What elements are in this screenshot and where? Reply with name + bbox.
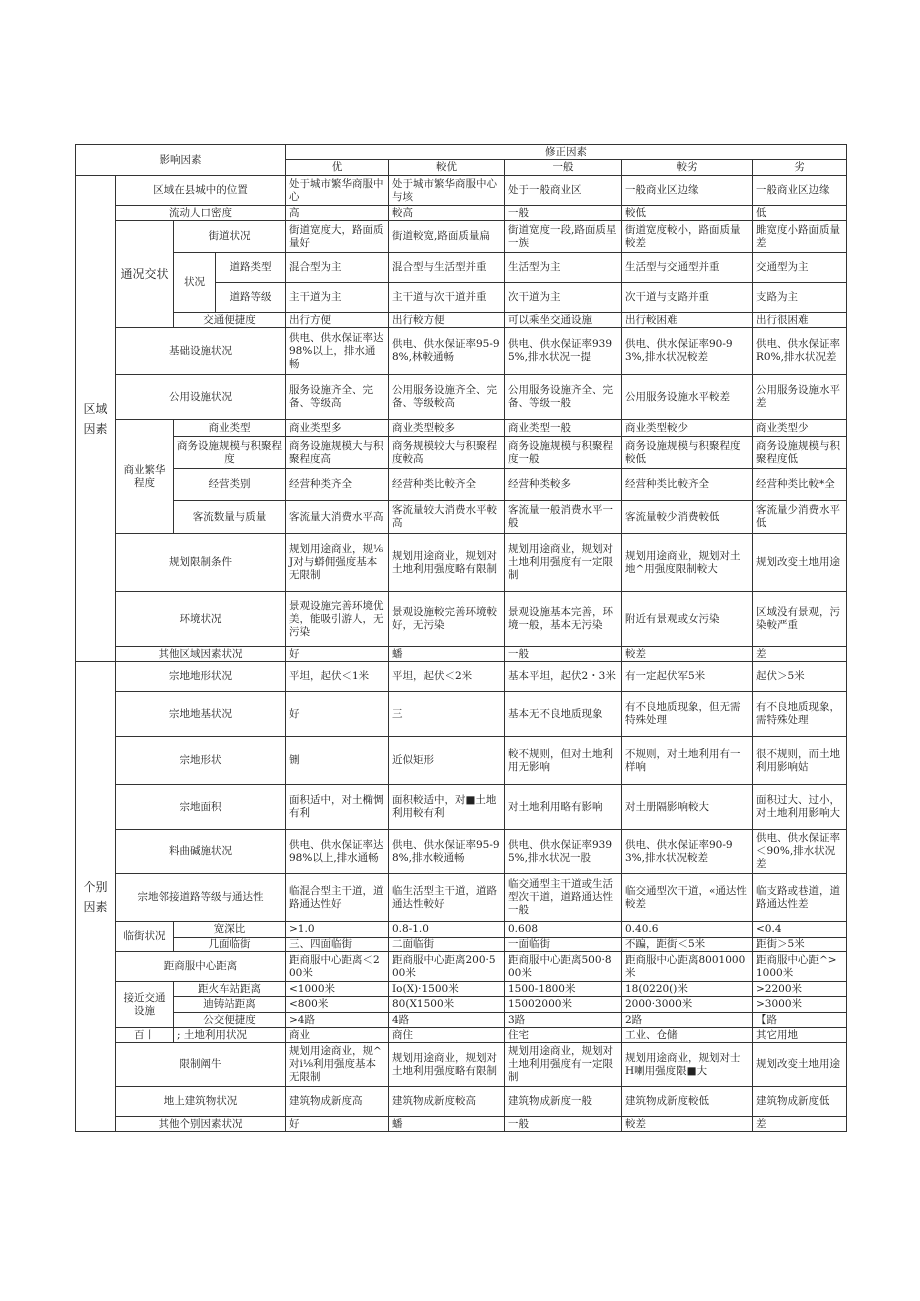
factor-label: 商业类型: [174, 420, 286, 437]
grade-cell: 好: [286, 1117, 389, 1132]
grade-cell: 3路: [505, 1013, 622, 1028]
grade-cell: 规划改变土地用途: [753, 1043, 847, 1087]
grade-cell: 雎宽度小路面质量差: [753, 221, 847, 253]
table-row: [76, 145, 847, 160]
grade-cell: 处于城市繁华商服中心: [286, 176, 389, 206]
factor-label: 道路类型: [216, 253, 286, 283]
grade-cell: 铏: [286, 737, 389, 785]
grade-cell: 【路: [753, 1013, 847, 1028]
grade-cell: 规划用途商业，规划对土地利用强度略有限制: [389, 1043, 505, 1087]
factor-label: 公交便捷度: [174, 1013, 286, 1028]
grade-cell: 客流量較少消费較低: [622, 501, 753, 534]
grade-cell: 出行很困难: [753, 313, 847, 328]
grade-cell: 平坦，起伏＜2米: [389, 662, 505, 692]
grade-cell: 建筑物成新度一般: [505, 1087, 622, 1117]
grade-cell: 商业类型少: [753, 420, 847, 437]
factor-label: 街道状况: [174, 221, 286, 253]
group-label: 通况交状: [116, 221, 174, 328]
group-label: 个别因素: [76, 662, 116, 1132]
header-cell: 較劣: [622, 160, 753, 176]
grade-cell: 蟠: [389, 647, 505, 662]
grade-cell: 一般商业区边缘: [622, 176, 753, 206]
grade-cell: 不蹁，距街＜5米: [622, 938, 753, 952]
factor-label: 基础设施状况: [116, 328, 286, 375]
grade-cell: 差: [753, 1117, 847, 1132]
grade-cell: 距商服中心距^>1000米: [753, 952, 847, 982]
grade-cell: 次干道为主: [505, 283, 622, 313]
table-row: [76, 874, 847, 922]
grade-cell: 基本无不良地质现象: [505, 692, 622, 737]
factor-label: 经营类别: [174, 469, 286, 501]
grade-cell: 服务设施齐全、完备、等级高: [286, 375, 389, 420]
factor-label: 交通便捷度: [174, 313, 286, 328]
factor-label: 宗地地形状况: [116, 662, 286, 692]
grade-cell: 建筑物成新度較低: [622, 1087, 753, 1117]
grade-cell: 客流量一般消费水平一般: [505, 501, 622, 534]
grade-cell: 三: [389, 692, 505, 737]
factor-label: 客流数量与质量: [174, 501, 286, 534]
grade-cell: 公用服务设施齐全、完备、等级一般: [505, 375, 622, 420]
grade-cell: 供电、供水保证率达98%以上,排水通畅: [286, 830, 389, 874]
table-row: [76, 1043, 847, 1087]
grade-cell: 经营种类比較齐全: [389, 469, 505, 501]
grade-cell: 混合型为主: [286, 253, 389, 283]
grade-cell: 供电、供水保证率95-98%,林較通畅: [389, 328, 505, 375]
group-label: 临街状况: [116, 922, 174, 952]
grade-cell: 2路: [622, 1013, 753, 1028]
land-price-factor-table: [75, 144, 847, 1132]
grade-cell: 规划用途商业，规划对土地利用强度略有限制: [389, 534, 505, 592]
grade-cell: 客流量较大消费水平較高: [389, 501, 505, 534]
grade-cell: 临支路或巷道，道路通达性差: [753, 874, 847, 922]
table-row: [76, 328, 847, 375]
table-row: [76, 221, 847, 253]
grade-cell: 出行較方便: [389, 313, 505, 328]
grade-cell: 对土册隔影响較大: [622, 785, 753, 830]
grade-cell: 街道宽度較小，路面质量較差: [622, 221, 753, 253]
grade-cell: >4路: [286, 1013, 389, 1028]
grade-cell: 建筑物成新度較高: [389, 1087, 505, 1117]
grade-cell: 距商服中心距离200·500米: [389, 952, 505, 982]
grade-cell: >1.0: [286, 922, 389, 938]
grade-cell: 商务规模较大与积聚程度較高: [389, 437, 505, 469]
grade-cell: 有一定起伏军5米: [622, 662, 753, 692]
grade-cell: 混合型与生活型并重: [389, 253, 505, 283]
factor-label: 限制阐牛: [116, 1043, 286, 1087]
grade-cell: 距商服中心距离500·800米: [505, 952, 622, 982]
grade-cell: 临生活型主干道，道路通达性較好: [389, 874, 505, 922]
factor-label: 宗地面积: [116, 785, 286, 830]
grade-cell: 一般: [505, 1117, 622, 1132]
grade-cell: 4路: [389, 1013, 505, 1028]
grade-cell: 客流量少消费水平低: [753, 501, 847, 534]
grade-cell: 供电、供水保证率90-93%,排水状况較差: [622, 328, 753, 375]
grade-cell: 住宅: [505, 1028, 622, 1043]
grade-cell: 距商服中心距离8001000米: [622, 952, 753, 982]
table-row: [76, 1028, 847, 1043]
grade-cell: 面积适中，对土椭惆有利: [286, 785, 389, 830]
grade-cell: 供电、供水保证率＜90%,排水状况差: [753, 830, 847, 874]
grade-cell: 差: [753, 647, 847, 662]
group-label: 状况: [174, 253, 216, 313]
grade-cell: 1500-1800米: [505, 982, 622, 997]
grade-cell: 供电、供水保证率达98%以上，排水通畅: [286, 328, 389, 375]
grade-cell: 有不良地质现象，但无需特殊处理: [622, 692, 753, 737]
grade-cell: 出行較困难: [622, 313, 753, 328]
factor-label: 区域在县城中的位置: [116, 176, 286, 206]
grade-cell: 有不良地质现象，需特殊处理: [753, 692, 847, 737]
grade-cell: 供电、供水保证率R0%,排水状况差: [753, 328, 847, 375]
factor-label: 迪铸站距离: [174, 997, 286, 1013]
factor-label: 宗地形状: [116, 737, 286, 785]
factor-label: 宽深比: [174, 922, 286, 938]
grade-cell: 一面临街: [505, 938, 622, 952]
group-label: 区域因素: [76, 176, 116, 662]
grade-cell: 商务设施规模与积聚程度低: [753, 437, 847, 469]
grade-cell: 规划用途商业，规划对土地利用强度有一定限制: [505, 534, 622, 592]
grade-cell: 生活型与交通型并重: [622, 253, 753, 283]
grade-cell: 較差: [622, 647, 753, 662]
table-row: [76, 737, 847, 785]
header-cell: 修正因素: [286, 145, 847, 160]
grade-cell: 0.608: [505, 922, 622, 938]
grade-cell: 供电、供水保证率9395%,排水状况一提: [505, 328, 622, 375]
grade-cell: 公用服务设施水平差: [753, 375, 847, 420]
grade-cell: 0.8-1.0: [389, 922, 505, 938]
table-row: [76, 1087, 847, 1117]
factor-label: 流动人口密度: [116, 206, 286, 221]
table-row: [76, 253, 847, 283]
grade-cell: 区域没有景观，污染較严重: [753, 592, 847, 647]
table-row: [76, 982, 847, 997]
grade-cell: 商业类型較少: [622, 420, 753, 437]
grade-cell: 一般商业区边缘: [753, 176, 847, 206]
factor-label: 公用设施状况: [116, 375, 286, 420]
table-row: [76, 375, 847, 420]
grade-cell: 高: [286, 206, 389, 221]
grade-cell: 商业类型多: [286, 420, 389, 437]
table-row: [76, 830, 847, 874]
table-row: [76, 592, 847, 647]
table-row: [76, 692, 847, 737]
grade-cell: 支路为主: [753, 283, 847, 313]
table-row: [76, 534, 847, 592]
grade-cell: 商业: [286, 1028, 389, 1043]
table-row: [76, 662, 847, 692]
grade-cell: 80(X1500米: [389, 997, 505, 1013]
group-label: 百丨: [116, 1028, 174, 1043]
grade-cell: 公用服务设施水平較差: [622, 375, 753, 420]
table-row: [76, 206, 847, 221]
grade-cell: 0.40.6: [622, 922, 753, 938]
grade-cell: 工业、仓储: [622, 1028, 753, 1043]
factor-label: ; 土地利用状况: [174, 1028, 286, 1043]
grade-cell: 一般: [505, 206, 622, 221]
grade-cell: 面积較适中，对■土地利用較有利: [389, 785, 505, 830]
grade-cell: 較差: [622, 1117, 753, 1132]
grade-cell: 临交通型主干道或生活型次干道，道路通达性一般: [505, 874, 622, 922]
grade-cell: 建筑物成新度高: [286, 1087, 389, 1117]
factor-label: 距火车站距离: [174, 982, 286, 997]
grade-cell: 三、四面临街: [286, 938, 389, 952]
grade-cell: 近似矩形: [389, 737, 505, 785]
grade-cell: 蟠: [389, 1117, 505, 1132]
grade-cell: >3000米: [753, 997, 847, 1013]
grade-cell: 較不规则，但对土地利用无影响: [505, 737, 622, 785]
grade-cell: 一般: [505, 647, 622, 662]
grade-cell: 次干道与支路并重: [622, 283, 753, 313]
header-cell: 一般: [505, 160, 622, 176]
grade-cell: 商务设施规模与积聚程度一般: [505, 437, 622, 469]
table-row: [76, 437, 847, 469]
grade-cell: 起伏＞5米: [753, 662, 847, 692]
grade-cell: 处于一般商业区: [505, 176, 622, 206]
grade-cell: 规划用途商业，规划对土地^用强度限制較大: [622, 534, 753, 592]
grade-cell: 公用服务设施齐全、完备、等级較高: [389, 375, 505, 420]
factor-label: 宗地地基状况: [116, 692, 286, 737]
grade-cell: 可以乘坐交通设施: [505, 313, 622, 328]
factor-label: 商务设施规模与积聚程度: [174, 437, 286, 469]
grade-cell: Io(X)·1500米: [389, 982, 505, 997]
factor-label: 料曲碱施状况: [116, 830, 286, 874]
factor-label: 道路等级: [216, 283, 286, 313]
grade-cell: 街道宽度一段,路面质星一族: [505, 221, 622, 253]
grade-cell: <800米: [286, 997, 389, 1013]
grade-cell: 平坦，起伏＜1米: [286, 662, 389, 692]
grade-cell: 供电、供水保证率9395%,排水状况一股: [505, 830, 622, 874]
grade-cell: 15002000米: [505, 997, 622, 1013]
factor-label: 规划限制条件: [116, 534, 286, 592]
grade-cell: 商业类型較多: [389, 420, 505, 437]
grade-cell: 商住: [389, 1028, 505, 1043]
grade-cell: 规划改变土地用途: [753, 534, 847, 592]
header-cell: 較优: [389, 160, 505, 176]
table-row: [76, 647, 847, 662]
grade-cell: 不规则，对土地利用有一样响: [622, 737, 753, 785]
table-row: [76, 785, 847, 830]
factor-label: 其他个别因素状况: [116, 1117, 286, 1132]
table-row: [76, 997, 847, 1013]
grade-cell: 临交通型次干道，«通达性較差: [622, 874, 753, 922]
grade-cell: 临混合型主干道，道路通达性好: [286, 874, 389, 922]
grade-cell: <0.4: [753, 922, 847, 938]
table-row: [76, 952, 847, 982]
grade-cell: 商业类型一般: [505, 420, 622, 437]
grade-cell: 距商服中心距离＜200米: [286, 952, 389, 982]
grade-cell: 生活型为主: [505, 253, 622, 283]
factor-label: 宗地邻接道路等级与通达性: [116, 874, 286, 922]
grade-cell: 街道較宽,路面质量扁: [389, 221, 505, 253]
grade-cell: 经营种类較多: [505, 469, 622, 501]
header-cell: 劣: [753, 160, 847, 176]
group-label: 商业繁华程度: [116, 420, 174, 534]
grade-cell: 规划用途商业，规^对i⅛利用强度基本无限制: [286, 1043, 389, 1087]
grade-cell: 供电、供水保证率95-98%,排水較通畅: [389, 830, 505, 874]
grade-cell: 规划用途商业，规⅙J对与蟒佣强度基本无限制: [286, 534, 389, 592]
factor-label: 几面临街: [174, 938, 286, 952]
table-row: [76, 501, 847, 534]
factor-label: 其他区域因素状况: [116, 647, 286, 662]
grade-cell: 规划用途商业，规划对士H喇用强度限■大: [622, 1043, 753, 1087]
grade-cell: 較低: [622, 206, 753, 221]
grade-cell: 经营种类比較齐全: [622, 469, 753, 501]
table-row: [76, 1013, 847, 1028]
table-row: [76, 313, 847, 328]
header-cell: 优: [286, 160, 389, 176]
group-label: 接近交通设施: [116, 982, 174, 1028]
grade-cell: 二面临街: [389, 938, 505, 952]
grade-cell: 客流量大消费水平高: [286, 501, 389, 534]
grade-cell: 对土地利用略有影响: [505, 785, 622, 830]
table-row: [76, 922, 847, 938]
grade-cell: 距街＞5米: [753, 938, 847, 952]
header-cell: 影响因素: [76, 145, 286, 176]
grade-cell: 附近有景观或女污染: [622, 592, 753, 647]
grade-cell: 景观设施較完善环境較好，无污染: [389, 592, 505, 647]
grade-cell: 面积过大、过小，对土地利用影响大: [753, 785, 847, 830]
grade-cell: 2000·3000米: [622, 997, 753, 1013]
grade-cell: 供电、供水保证率90-93%,排水状况較差: [622, 830, 753, 874]
grade-cell: 商务设施规模大与积聚程度高: [286, 437, 389, 469]
grade-cell: 好: [286, 692, 389, 737]
grade-cell: 好: [286, 647, 389, 662]
grade-cell: 出行方便: [286, 313, 389, 328]
factor-label: 环境状况: [116, 592, 286, 647]
grade-cell: 很不规则，而土地利用影响姑: [753, 737, 847, 785]
grade-cell: 处于城市繁华商服中心与垓: [389, 176, 505, 206]
grade-cell: 商务设施规模与积聚程度較低: [622, 437, 753, 469]
table-row: [76, 469, 847, 501]
grade-cell: 18(0220()米: [622, 982, 753, 997]
grade-cell: 街道宽度大，路面质量好: [286, 221, 389, 253]
table-row: [76, 420, 847, 437]
grade-cell: 景观设施基本完善，环境一般，基本无污染: [505, 592, 622, 647]
grade-cell: 低: [753, 206, 847, 221]
grade-cell: 景观设施完善环境优美，能吸引游人，无污染: [286, 592, 389, 647]
factor-label: 距商服中心距离: [116, 952, 286, 982]
grade-cell: 经营种类齐全: [286, 469, 389, 501]
grade-cell: 主干道与次干道并重: [389, 283, 505, 313]
grade-cell: 经营种类比較*全: [753, 469, 847, 501]
factor-label: 地上建筑物状况: [116, 1087, 286, 1117]
grade-cell: >2200米: [753, 982, 847, 997]
grade-cell: <1000米: [286, 982, 389, 997]
grade-cell: 主干道为主: [286, 283, 389, 313]
grade-cell: 基本平坦，起伏2・3米: [505, 662, 622, 692]
grade-cell: 交通型为主: [753, 253, 847, 283]
table-row: [76, 176, 847, 206]
table-row: [76, 1117, 847, 1132]
grade-cell: 规划用途商业，规划对土地利用强度有一定限制: [505, 1043, 622, 1087]
grade-cell: 其它用地: [753, 1028, 847, 1043]
grade-cell: 較高: [389, 206, 505, 221]
grade-cell: 建筑物成新度低: [753, 1087, 847, 1117]
table-row: [76, 938, 847, 952]
